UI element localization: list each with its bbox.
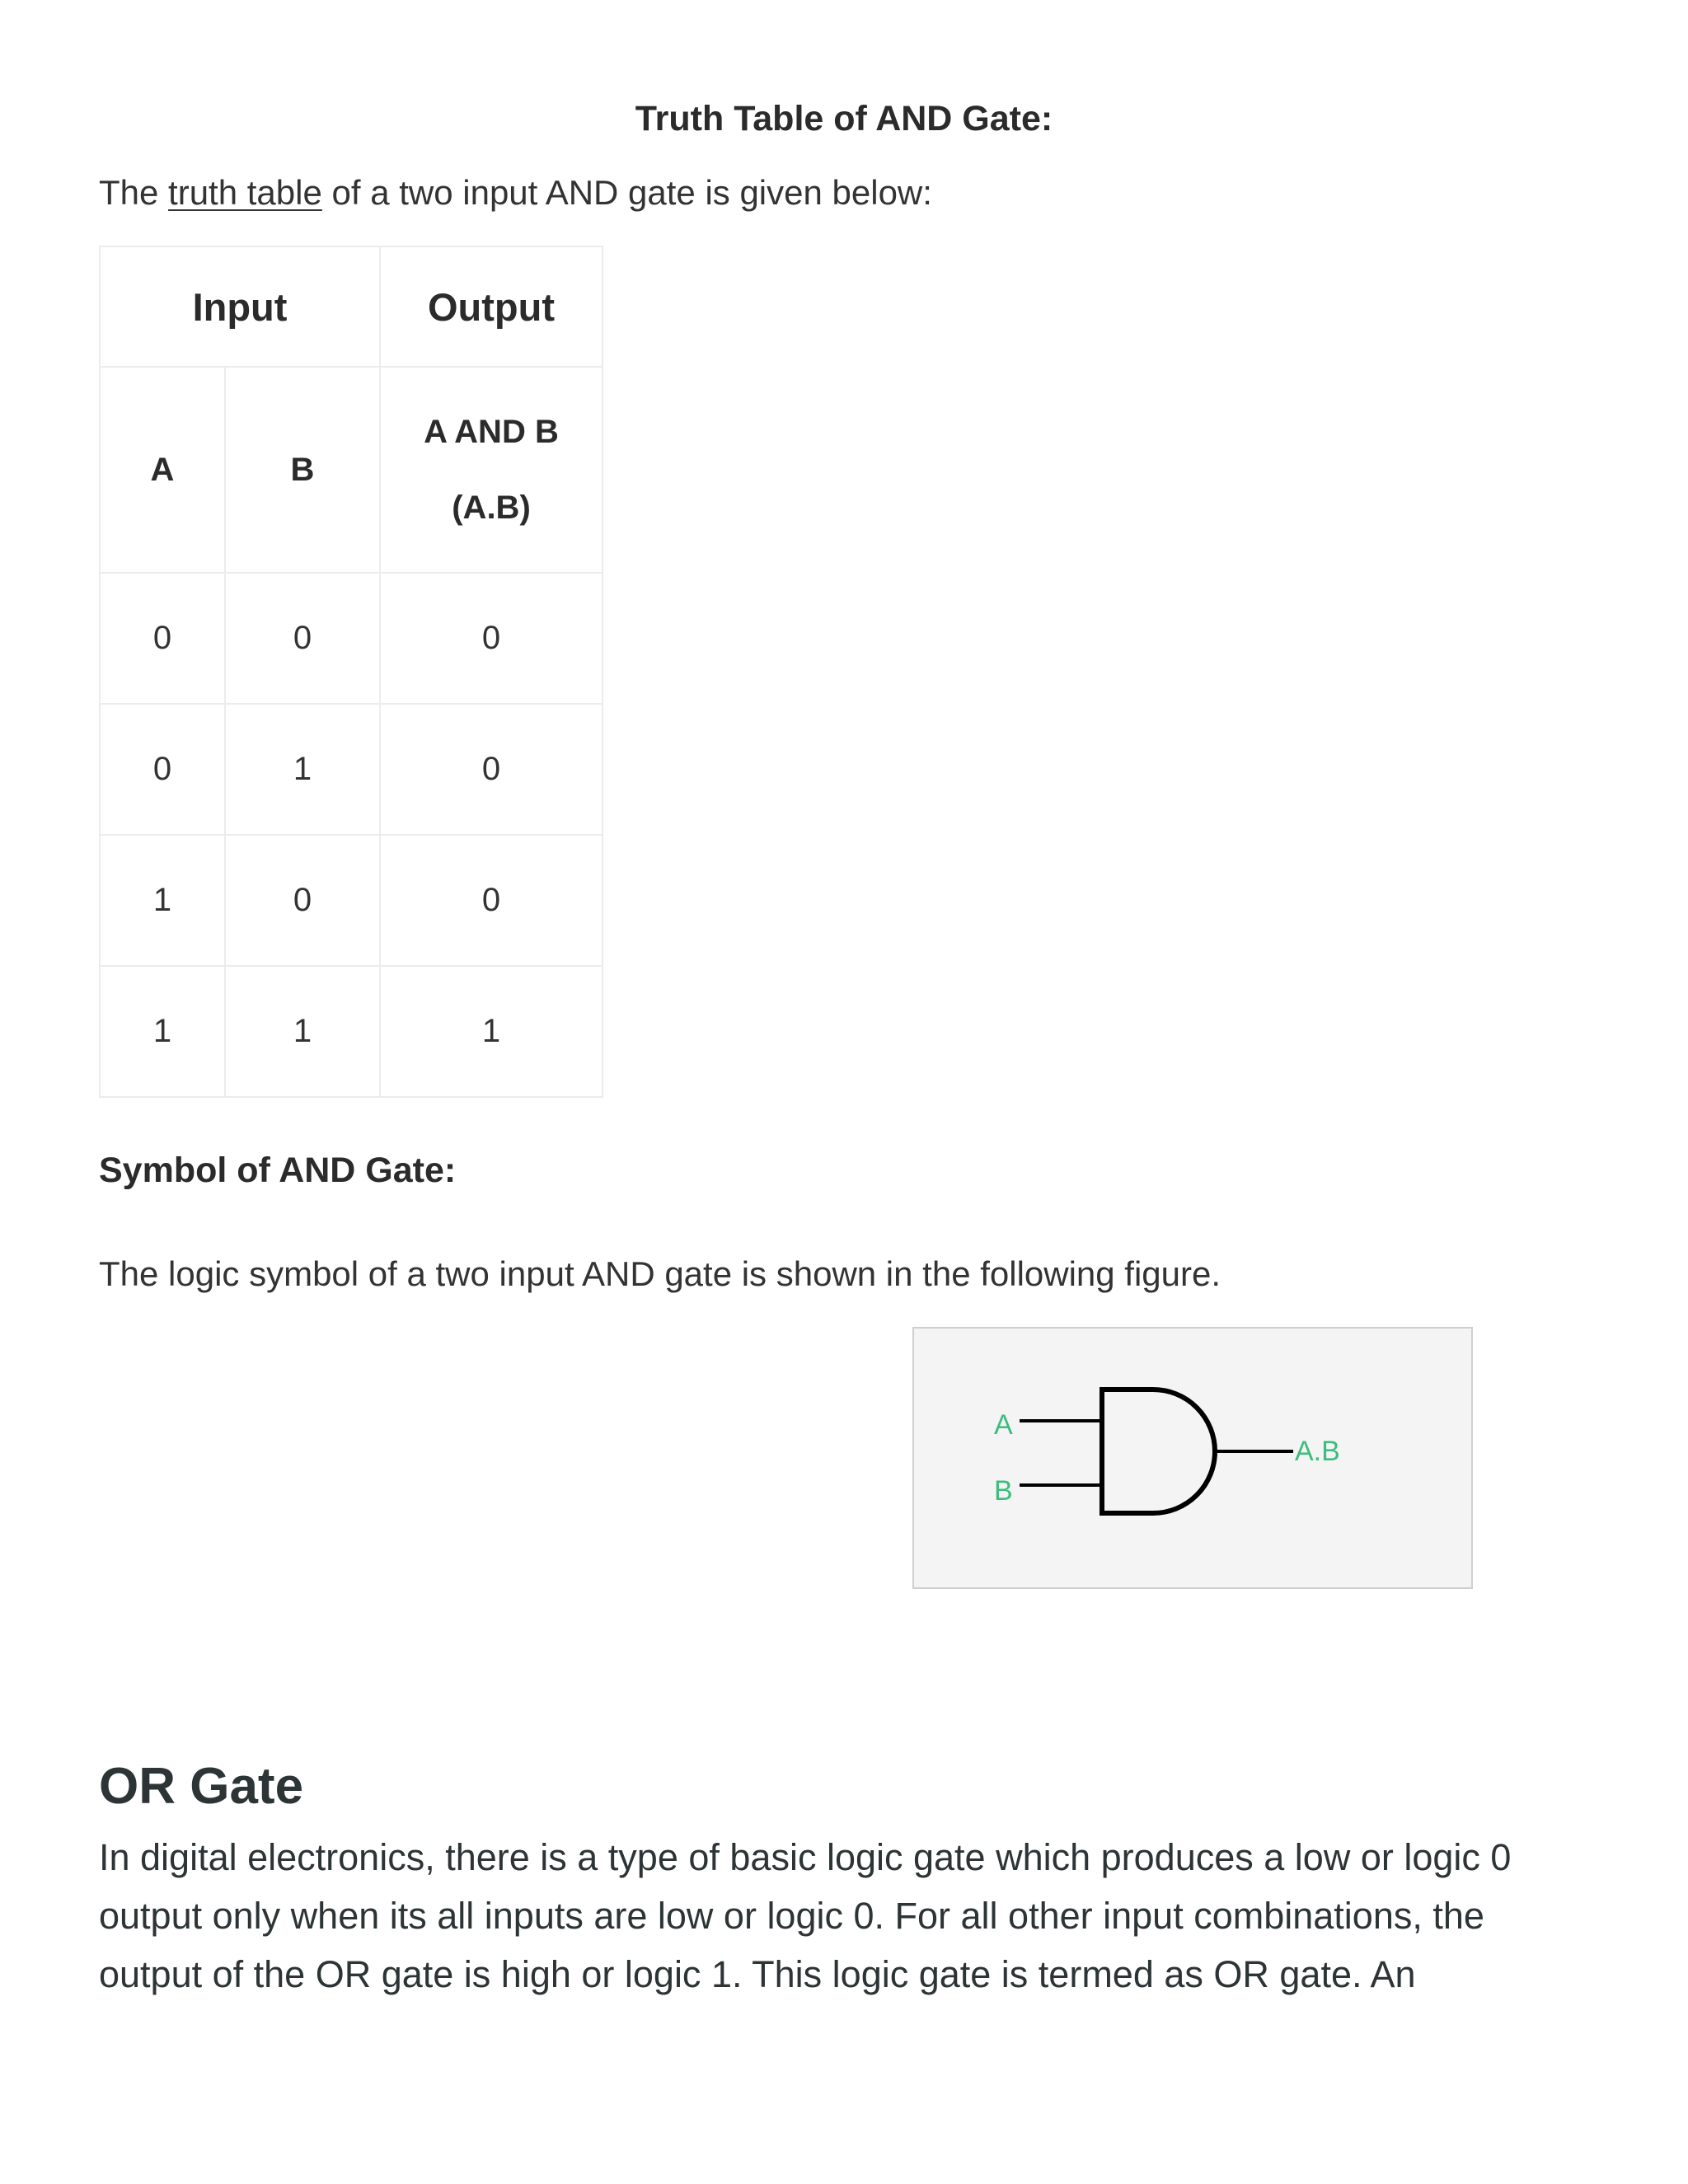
column-b-header: B: [225, 367, 380, 573]
output-expression: A AND B: [424, 414, 559, 450]
table-row: [100, 835, 603, 966]
and-gate-body: [1102, 1390, 1215, 1513]
intro-suffix: of a two input AND gate is given below:: [321, 173, 932, 212]
output-column-header: [380, 367, 603, 573]
input-b-label: B: [994, 1475, 1013, 1507]
output-label: A.B: [1295, 1436, 1340, 1467]
output-header: Output: [380, 246, 603, 367]
cell-a: 1: [100, 835, 225, 966]
cell-a: 0: [100, 573, 225, 704]
output-notation: (A.B): [452, 490, 531, 526]
intro-prefix: The: [99, 173, 169, 212]
cell-b: 0: [225, 835, 380, 966]
table-row: [100, 704, 603, 835]
cell-output: 0: [380, 573, 603, 704]
cell-a: 0: [100, 704, 225, 835]
page-title: Truth Table of AND Gate:: [635, 99, 1053, 138]
symbol-description: The logic symbol of a two input AND gate is shown in the following figure.: [99, 1254, 1221, 1293]
input-header: Input: [100, 246, 380, 367]
cell-output: 0: [380, 835, 603, 966]
and-gate-diagram: [914, 1329, 1471, 1587]
input-a-label: A: [994, 1409, 1013, 1441]
and-gate-figure: [912, 1327, 1473, 1589]
table-header-row: [100, 246, 603, 367]
table-subheader-row: [100, 367, 603, 573]
cell-b: 1: [225, 704, 380, 835]
intro-paragraph: [99, 173, 932, 213]
cell-output: 1: [380, 966, 603, 1097]
or-gate-heading: OR Gate: [99, 1758, 304, 1815]
truth-table-link[interactable]: truth table: [168, 173, 322, 212]
or-gate-paragraph: In digital electronics, there is a type of basic logic gate which produces a low or logic 0 output only when its all inputs are low or logic 0. For all other input combinations, the output of the OR gate is high or logic 1. This logic gate is termed as OR gate. An: [99, 1836, 1512, 1995]
symbol-heading: Symbol of AND Gate:: [99, 1151, 457, 1190]
table-row: [100, 966, 603, 1097]
truth-table: [99, 246, 603, 1098]
table-row: [100, 573, 603, 704]
column-a-header: A: [100, 367, 225, 573]
cell-b: 0: [225, 573, 380, 704]
cell-a: 1: [100, 966, 225, 1097]
cell-output: 0: [380, 704, 603, 835]
cell-b: 1: [225, 966, 380, 1097]
